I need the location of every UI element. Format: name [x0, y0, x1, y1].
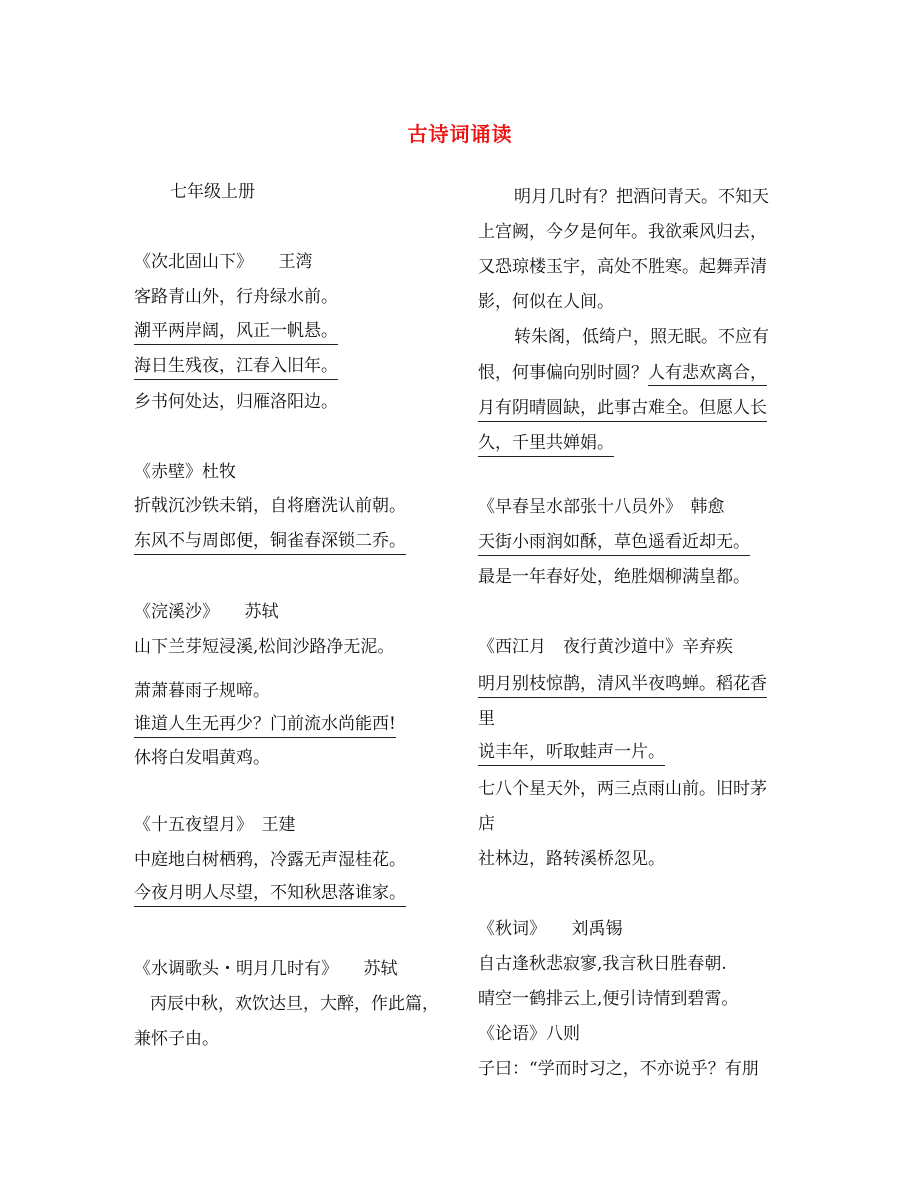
- poem-line: 兼怀子由。: [134, 1029, 219, 1049]
- poem-line: 社林边，路转溪桥忽见。: [478, 849, 665, 869]
- poem-line: 上宫阙，今夕是何年。我欲乘风归去，: [478, 222, 767, 242]
- poem-line: 转朱阁，低绮户，照无眠。不应有: [514, 327, 769, 347]
- poem-line: 萧萧暮雨子规啼。: [134, 681, 270, 701]
- poem-line: 休将白发唱黄鸡。: [134, 748, 270, 768]
- poem-text-underlined: 人有悲欢离合，: [648, 363, 767, 386]
- poem-line-underlined: 谁道人生无再少？门前流水尚能西!: [134, 713, 396, 738]
- page-title: 古诗词诵读: [407, 122, 513, 146]
- poem-title: 《赤壁》杜牧: [134, 462, 236, 482]
- grade-heading: 七年级上册: [170, 182, 255, 202]
- poem-line: 折戟沉沙铁未销，自将磨洗认前朝。: [134, 496, 406, 516]
- poem-line-underlined: 月有阴晴圆缺，此事古难全。但愿人长: [478, 397, 767, 422]
- poem-line: 七八个星天外，两三点雨山前。旧时茅: [478, 779, 767, 799]
- poem-line: 山下兰芽短浸溪,松间沙路净无泥。: [134, 637, 395, 657]
- poem-line: 最是一年春好处，绝胜烟柳满皇都。: [478, 567, 750, 587]
- poem-title: 《早春呈水部张十八员外》 韩愈: [478, 497, 725, 517]
- poem-title: 《次北固山下》 王湾: [134, 252, 313, 272]
- poem-title: 《十五夜望月》 王建: [134, 815, 296, 835]
- poem-line: 中庭地白树栖鸦，冷露无声湿桂花。: [134, 850, 406, 870]
- poem-line: 子曰：“学而时习之，不亦说乎？有朋: [478, 1059, 759, 1079]
- poem-line-underlined: 东风不与周郎便，铜雀春深锁二乔。: [134, 530, 406, 555]
- poem-title: 《水调歌头・明月几时有》 苏轼: [134, 959, 398, 979]
- poem-line: 明月几时有？把酒问青天。不知天: [514, 187, 769, 207]
- poem-line: 里: [478, 709, 495, 729]
- poem-line-underlined: 天街小雨润如酥，草色遥看近却无。: [478, 531, 750, 556]
- poem-line-underlined: 明月别枝惊鹊，清风半夜鸣蝉。稻花香: [478, 673, 767, 698]
- poem-line-mixed: [478, 362, 767, 384]
- poem-line: 晴空一鹤排云上,便引诗情到碧霄。: [478, 989, 739, 1009]
- poem-line-underlined: 说丰年，听取蛙声一片。: [478, 741, 665, 766]
- poem-title: 《论语》八则: [478, 1024, 580, 1044]
- poem-line: 乡书何处达，归雁洛阳边。: [134, 392, 338, 412]
- poem-line-underlined: 海日生残夜，江春入旧年。: [134, 355, 338, 380]
- poem-line-underlined: 潮平两岸阔，风正一帆悬。: [134, 320, 338, 345]
- poem-line: 丙辰中秋，欢饮达旦，大醉，作此篇，: [150, 994, 439, 1014]
- poem-title: 《秋词》 刘禹锡: [478, 919, 623, 939]
- poem-text: 恨，何事偏向别时圆？: [478, 363, 648, 383]
- poem-line: 自古逢秋悲寂寥,我言秋日胜春朝.: [478, 954, 727, 974]
- poem-line: 影，何似在人间。: [478, 292, 614, 312]
- poem-line-underlined: 今夜月明人尽望，不知秋思落谁家。: [134, 882, 406, 907]
- poem-line: 客路青山外，行舟绿水前。: [134, 287, 338, 307]
- poem-line: 又恐琼楼玉宇，高处不胜寒。起舞弄清: [478, 257, 767, 277]
- poem-line: 店: [478, 814, 495, 834]
- poem-line-underlined: 久，千里共婵娟。: [478, 432, 614, 457]
- poem-title: 《西江月 夜行黄沙道中》辛弃疾: [478, 637, 733, 657]
- poem-title: 《浣溪沙》 苏轼: [134, 602, 279, 622]
